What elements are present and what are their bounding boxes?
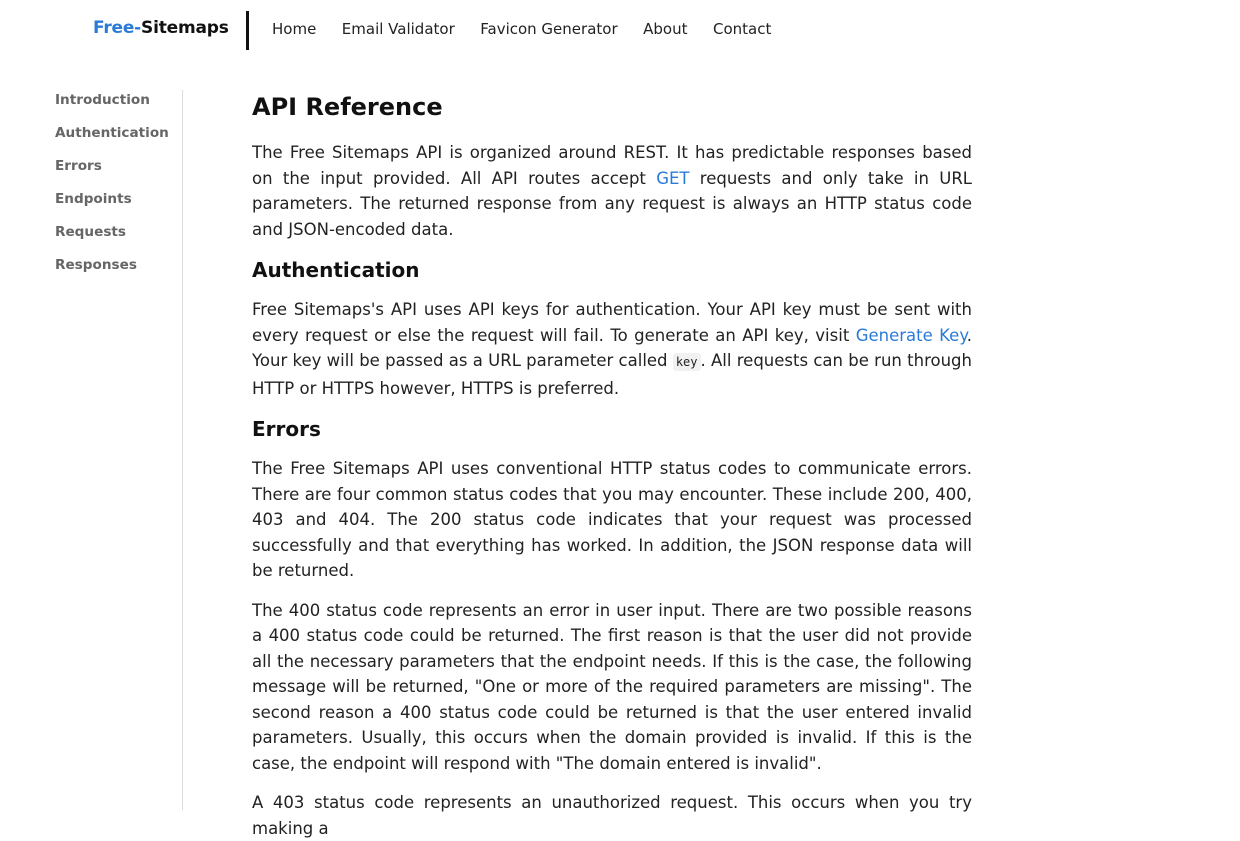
intro-text-after: requests and only take in URL parameters. The returned response from any request is always an HTTP status code and JSON-encoded data. [252,168,972,239]
authentication-paragraph [252,297,972,401]
sidebar-item-introduction[interactable]: Introduction [55,92,150,108]
sidebar-item-endpoints[interactable]: Endpoints [55,191,132,207]
errors-paragraph-2: The 400 status code represents an error in user input. There are two possible reasons a 400 status code could be returned. The first reason is that the user did not provide all the necessary parameters that the endpoint needs. If this is the case, the following message will be returned, "One or more of the required parameters are missing". The second reason a 400 status code could be returned is that the user entered invalid parameters. Usually, this occurs when the domain provided is invalid. If this is the case, the endpoint will respond with "The domain entered is invalid". [252,600,972,773]
nav-contact-link[interactable]: Contact [712,20,772,38]
auth-text-after: . All requests can be run through HTTP or HTTPS however, HTTPS is preferred. [252,351,972,398]
nav-email-validator-link[interactable]: Email Validator [341,20,455,38]
page-title: API Reference [252,93,443,121]
errors-heading: Errors [252,417,321,441]
auth-text-before: Free Sitemaps's API uses API keys for authentication. Your API key must be sent with every request or else the request will fail. To generate an API key, visit [252,300,972,345]
errors-paragraph-3: A 403 status code represents an unauthorized request. This occurs when you try making a [252,793,972,838]
nav-about-link[interactable]: About [643,20,688,38]
logo-free-text: Free [93,18,135,38]
nav-home-link[interactable]: Home [272,20,317,38]
key-param-code: key [673,353,701,371]
logo-dash: - [134,18,142,38]
get-link[interactable]: GET [656,168,690,188]
logo-sitemaps-text: Sitemaps [141,18,229,38]
intro-paragraph [252,140,972,242]
generate-key-link[interactable]: Generate Key [855,325,967,345]
docs-content [252,90,972,841]
logo-divider [246,11,249,50]
auth-text-middle: . Your key will be passed as a URL parameter called [252,325,972,370]
site-logo[interactable] [93,18,229,38]
sidebar-item-authentication[interactable]: Authentication [55,125,169,141]
intro-text-before: The Free Sitemaps API is organized around REST. It has predictable responses based on the input provided. All API routes accept [252,143,972,188]
sidebar-item-requests[interactable]: Requests [55,224,126,240]
sidebar-item-errors[interactable]: Errors [55,158,102,174]
errors-paragraph-1: The Free Sitemaps API uses conventional HTTP status codes to communicate errors. There are four common status codes that you may encounter. These include 200, 400, 403 and 404. The 200 status code indicates that your request was processed successfully and that everything has worked. In addition, the JSON response data will be returned. [252,459,972,580]
main-nav [272,20,797,38]
sidebar-item-responses[interactable]: Responses [55,257,137,273]
nav-favicon-generator-link[interactable]: Favicon Generator [480,20,618,38]
docs-sidebar [55,90,183,810]
site-header [0,0,1240,62]
authentication-heading: Authentication [252,258,420,282]
